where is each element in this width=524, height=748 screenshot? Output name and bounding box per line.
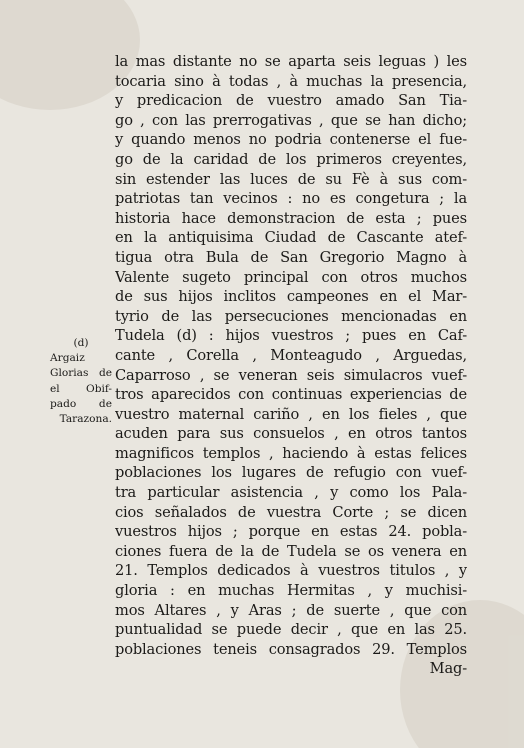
text-line: go , con las prerrogativas , que se han dicho; xyxy=(115,111,467,129)
text-line: tros aparecidos con continuas experiencias de xyxy=(115,386,467,404)
text-line: ciones fuera de la de Tudela se os venera en xyxy=(115,542,467,560)
text-line: tra particular asistencia , y como los Pala- xyxy=(115,484,467,502)
text-line: gloria : en muchas Hermitas , y muchisi- xyxy=(115,582,467,600)
body-text xyxy=(115,52,467,679)
margin-note-marker: (d) xyxy=(73,337,89,349)
text-line: la mas distante no se aparta seis leguas ) les xyxy=(115,53,467,70)
text-line: mos Altares , y Aras ; de suerte , que con xyxy=(115,601,467,619)
text-line: magnificos templos , haciendo à estas felices xyxy=(115,444,467,462)
text-line: Caparroso , se veneran seis simulacros vuef- xyxy=(115,366,467,384)
text-line: 21. Templos dedicados à vuestros titulos , y xyxy=(115,562,467,580)
text-line: cios señalados de vuestra Corte ; se dicen xyxy=(115,503,467,521)
text-line: acuden para sus consuelos , en otros tantos xyxy=(115,425,467,443)
text-line: tocaria sino à todas , à muchas la presencia, xyxy=(115,72,467,90)
text-line: vuestro maternal cariño , en los fieles , que xyxy=(115,405,467,423)
text-line: tyrio de las persecuciones mencionadas en xyxy=(115,307,467,325)
text-line: patriotas tan vecinos : no es congetura ; la xyxy=(115,190,467,208)
text-line: poblaciones los lugares de refugio con vuef- xyxy=(115,464,467,482)
margin-note-line: el Obif- xyxy=(50,382,112,395)
margin-note xyxy=(50,336,112,427)
text-line: Tudela (d) : hijos vuestros ; pues en Caf- xyxy=(115,327,467,345)
catchword: Mag- xyxy=(429,660,467,678)
margin-note-line: pado de xyxy=(50,397,112,410)
text-line: tigua otra Bula de San Gregorio Magno à xyxy=(115,248,467,266)
text-line: Valente sugeto principal con otros muchos xyxy=(115,268,467,286)
text-line: go de la caridad de los primeros creyentes, xyxy=(115,150,467,168)
margin-note-line: Tarazona. xyxy=(59,412,112,425)
text-line: sin estender las luces de su Fè à sus com- xyxy=(115,170,467,188)
text-line: vuestros hijos ; porque en estas 24. pobla- xyxy=(115,523,467,541)
text-line: y quando menos no podria contenerse el fue- xyxy=(115,131,467,149)
text-line: y predicacion de vuestro amado San Tia- xyxy=(115,92,467,110)
text-line: historia hace demonstracion de esta ; pues xyxy=(115,209,467,227)
text-line: cante , Corella , Monteagudo , Arguedas, xyxy=(115,346,467,364)
text-line: en la antiquisima Ciudad de Cascante atef- xyxy=(115,229,467,247)
text-line: de sus hijos inclitos campeones en el Mar- xyxy=(115,288,467,306)
text-line: poblaciones teneis consagrados 29. Templos xyxy=(115,640,467,658)
margin-note-line: Glorias de xyxy=(50,367,112,380)
margin-note-line: Argaiz xyxy=(50,352,85,365)
text-line: puntualidad se puede decir , que en las 25. xyxy=(115,621,467,639)
